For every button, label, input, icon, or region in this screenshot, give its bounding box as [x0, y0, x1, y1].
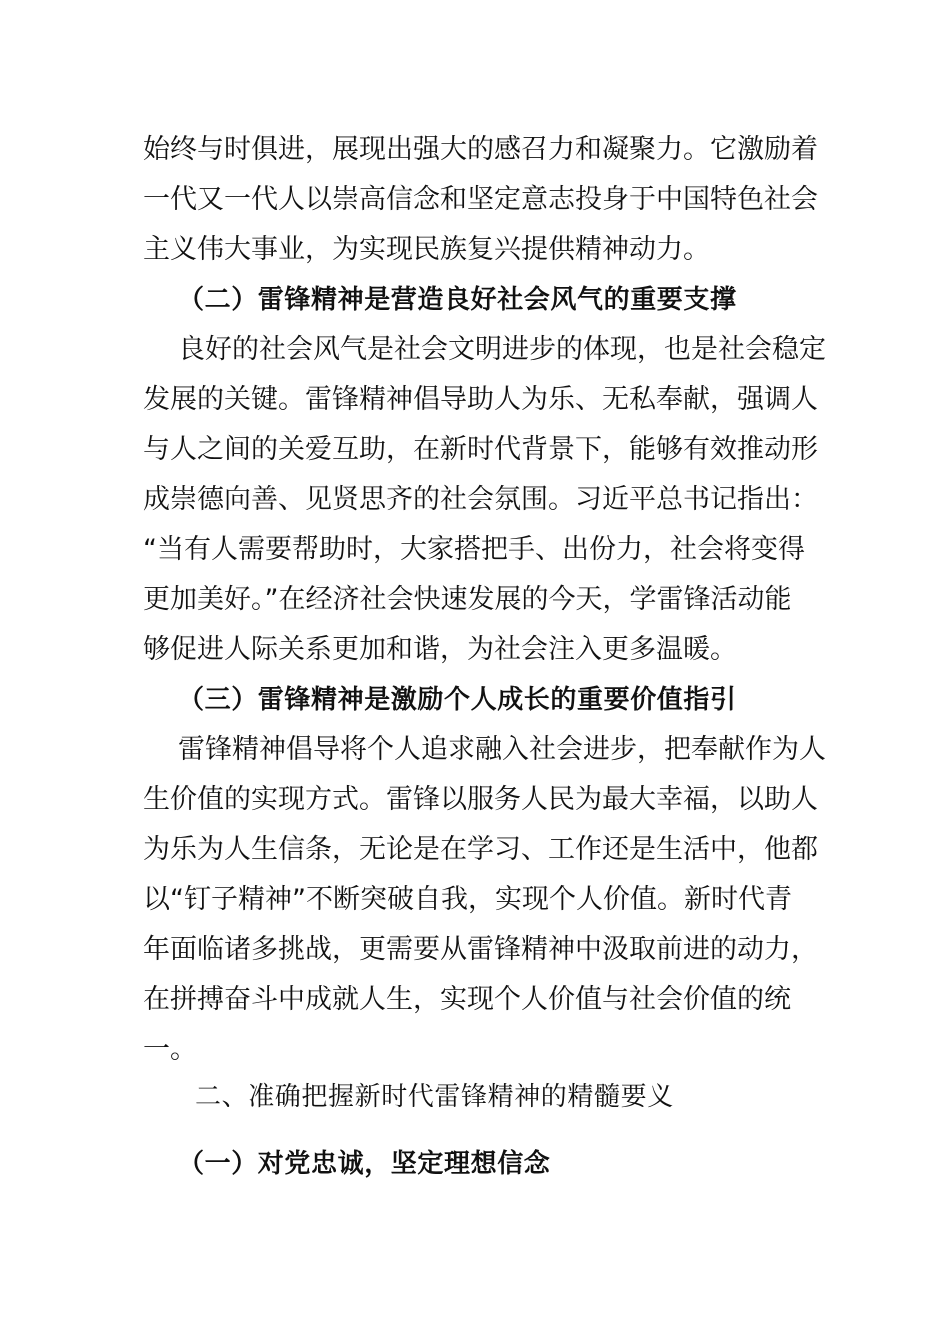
- paragraph-line: 以“钉子精神”不断突破自我，实现个人价值。新时代青: [143, 884, 792, 915]
- paragraph-line: 为乐为人生信条，无论是在学习、工作还是生活中，他都: [143, 834, 818, 865]
- paragraph-line: 雷锋精神倡导将个人追求融入社会进步，把奉献作为人: [178, 734, 826, 765]
- paragraph-line: 在拼搏奋斗中成就人生，实现个人价值与社会价值的统: [143, 984, 791, 1015]
- paragraph-line: 发展的关键。雷锋精神倡导助人为乐、无私奉献，强调人: [143, 384, 818, 415]
- paragraph-line: 始终与时俱进，展现出强大的感召力和凝聚力。它激励着: [143, 134, 818, 165]
- paragraph-line: 与人之间的关爱互助，在新时代背景下，能够有效推动形: [143, 434, 818, 465]
- paragraph-line: “当有人需要帮助时，大家搭把手、出份力，社会将变得: [143, 534, 805, 565]
- section-heading: 二、准确把握新时代雷锋精神的精髓要义: [195, 1082, 674, 1112]
- paragraph-line: 生价值的实现方式。雷锋以服务人民为最大幸福，以助人: [143, 784, 818, 815]
- paragraph-line: 主义伟大事业，为实现民族复兴提供精神动力。: [143, 234, 710, 265]
- subheading-1: （一）对党忠诚，坚定理想信念: [178, 1149, 551, 1179]
- paragraph-line: 更加美好。”在经济社会快速发展的今天，学雷锋活动能: [143, 584, 792, 615]
- paragraph-line: 一。: [143, 1034, 197, 1065]
- paragraph-line: 够促进人际关系更加和谐，为社会注入更多温暖。: [143, 634, 737, 665]
- paragraph-line: 一代又一代人以崇高信念和坚定意志投身于中国特色社会: [143, 184, 818, 215]
- subheading-3: （三）雷锋精神是激励个人成长的重要价值指引: [178, 685, 737, 715]
- subheading-2: （二）雷锋精神是营造良好社会风气的重要支撑: [178, 285, 737, 315]
- paragraph-line: 年面临诸多挑战，更需要从雷锋精神中汲取前进的动力，: [143, 934, 818, 965]
- paragraph-line: 良好的社会风气是社会文明进步的体现，也是社会稳定: [178, 334, 826, 365]
- paragraph-line: 成崇德向善、见贤思齐的社会氛围。习近平总书记指出：: [143, 484, 818, 515]
